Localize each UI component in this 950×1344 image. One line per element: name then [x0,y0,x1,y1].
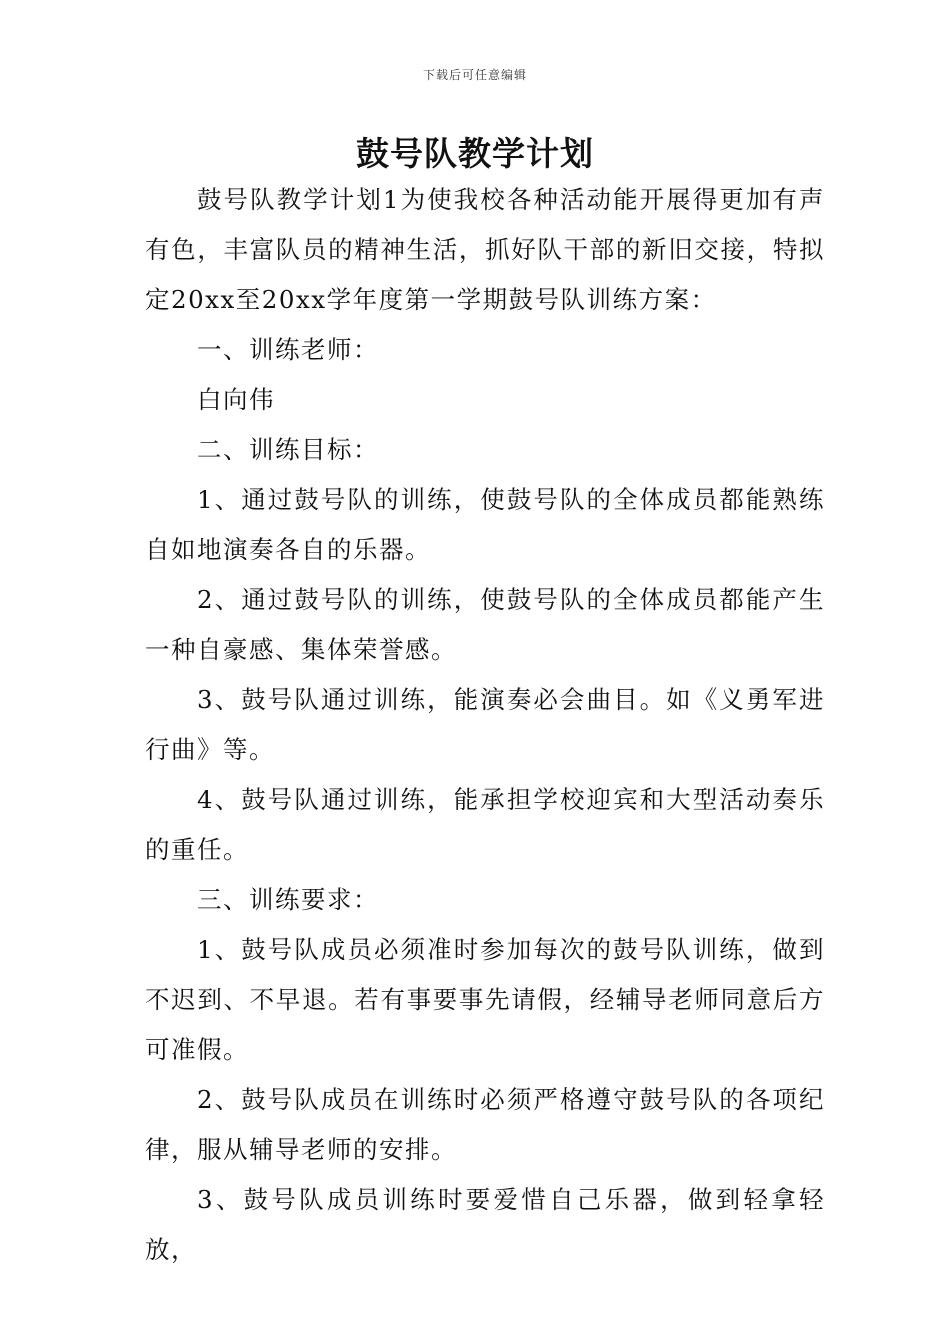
heading-trainer: 一、训练老师： [197,335,379,364]
heading-goals: 二、训练目标： [197,435,379,464]
goal-item-3: 3、鼓号队通过训练，能演奏必会曲目。如《义勇军进行曲》等。 [145,685,825,764]
header-note: 下载后可任意编辑 [422,68,527,82]
requirement-item-3: 3、鼓号队成员训练时要爱惜自己乐器，做到轻拿轻放， [145,1185,825,1264]
trainer-name: 白向伟 [197,385,275,414]
requirement-item-2: 2、鼓号队成员在训练时必须严格遵守鼓号队的各项纪律，服从辅导老师的安排。 [145,1085,825,1164]
document-title: 鼓号队教学计划 [356,134,594,173]
requirement-item-1: 1、鼓号队成员必须准时参加每次的鼓号队训练，做到不迟到、不早退。若有事要事先请假，经辅导老师同意后方可准假。 [145,935,825,1064]
heading-requirements: 三、训练要求： [197,885,379,914]
paragraph-intro: 鼓号队教学计划1为使我校各种活动能开展得更加有声有色，丰富队员的精神生活，抓好队干部的新旧交接，特拟定20xx至20xx学年度第一学期鼓号队训练方案： [145,185,825,314]
goal-item-1: 1、通过鼓号队的训练，使鼓号队的全体成员都能熟练自如地演奏各自的乐器。 [145,485,825,564]
document-body [145,175,825,1275]
goal-item-4: 4、鼓号队通过训练，能承担学校迎宾和大型活动奏乐的重任。 [145,785,825,864]
goal-item-2: 2、通过鼓号队的训练，使鼓号队的全体成员都能产生一种自豪感、集体荣誉感。 [145,585,825,664]
